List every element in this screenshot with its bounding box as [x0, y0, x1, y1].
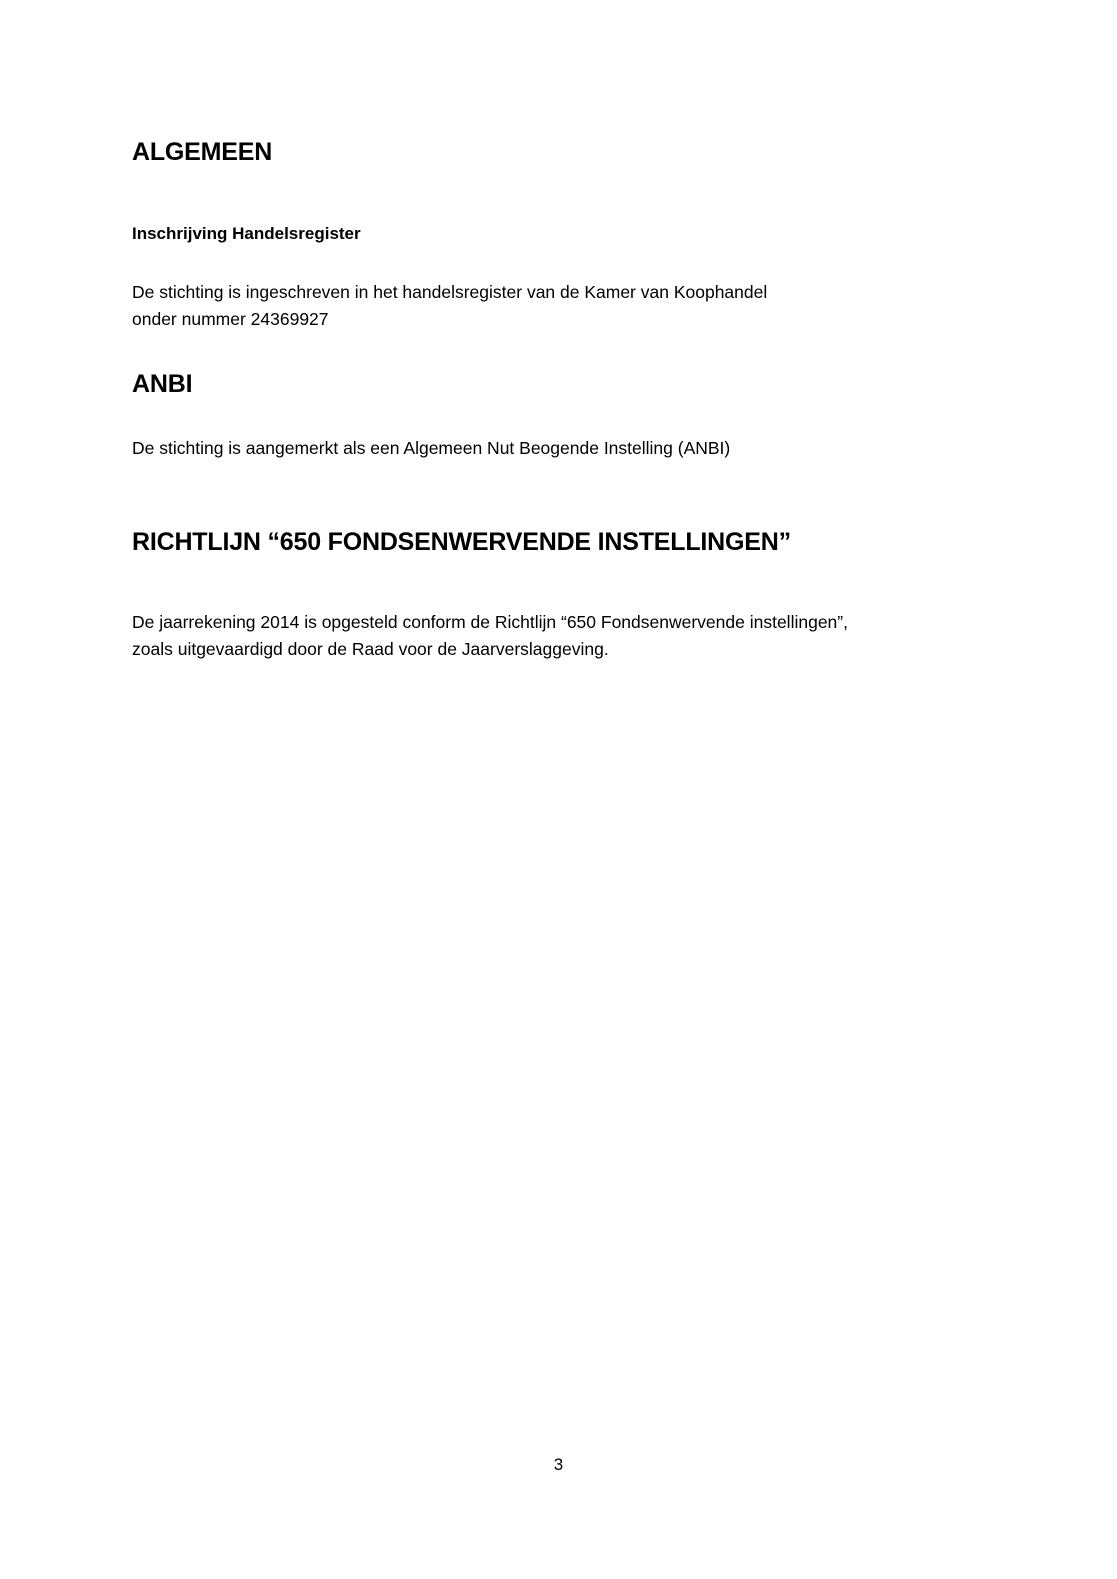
page-number: 3 [553, 1455, 564, 1474]
paragraph-line: De stichting is aangemerkt als een Algemeen Nut Beogende Instelling (ANBI) [132, 438, 731, 458]
paragraph-line: De jaarrekening 2014 is opgesteld conform de Richtlijn “650 Fondsenwervende instellingen”, [132, 612, 848, 632]
heading-anbi: ANBI [132, 370, 193, 398]
paragraph-line: zoals uitgevaardigd door de Raad voor de Jaarverslaggeving. [132, 639, 609, 659]
subheading-inschrijving-handelsregister: Inschrijving Handelsregister [132, 224, 361, 243]
paragraph-line: onder nummer 24369927 [132, 309, 329, 329]
paragraph-handelsregister [132, 279, 767, 333]
heading-algemeen: ALGEMEEN [132, 138, 273, 166]
paragraph-richtlijn [132, 609, 848, 663]
heading-richtlijn: RICHTLIJN “650 FONDSENWERVENDE INSTELLINGEN” [132, 528, 791, 556]
paragraph-line: De stichting is ingeschreven in het handelsregister van de Kamer van Koophandel [132, 282, 768, 302]
paragraph-anbi [132, 435, 730, 462]
